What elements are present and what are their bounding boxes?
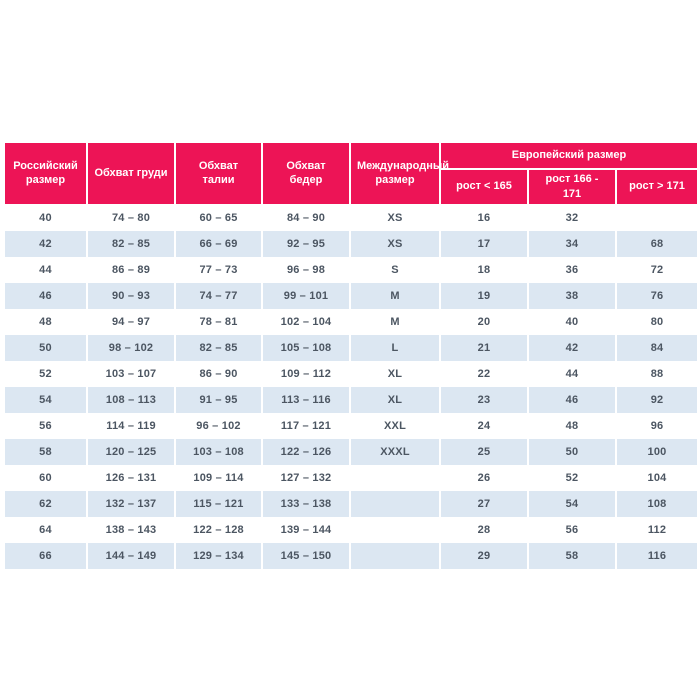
- table-cell: XXL: [350, 413, 440, 439]
- table-cell: 46: [4, 283, 87, 309]
- table-cell: 74 – 77: [175, 283, 262, 309]
- table-cell: 48: [4, 309, 87, 335]
- table-cell: 62: [4, 491, 87, 517]
- table-cell: 24: [440, 413, 528, 439]
- table-cell: 112: [616, 517, 698, 543]
- table-cell: 84: [616, 335, 698, 361]
- table-cell: 92: [616, 387, 698, 413]
- table-cell: 86 – 89: [87, 257, 175, 283]
- table-cell: 82 – 85: [175, 335, 262, 361]
- header-waist: Обхват талии: [175, 142, 262, 205]
- table-cell: 145 – 150: [262, 543, 350, 569]
- table-row: [4, 543, 698, 569]
- header-height-166-171: рост 166 - 171: [528, 169, 616, 205]
- table-cell: 80: [616, 309, 698, 335]
- table-cell: 54: [528, 491, 616, 517]
- table-cell: 20: [440, 309, 528, 335]
- table-row: [4, 517, 698, 543]
- table-cell: 108: [616, 491, 698, 517]
- table-cell: 58: [4, 439, 87, 465]
- table-cell: 99 – 101: [262, 283, 350, 309]
- table-cell: 28: [440, 517, 528, 543]
- table-cell: 76: [616, 283, 698, 309]
- table-cell: S: [350, 257, 440, 283]
- table-cell: 46: [528, 387, 616, 413]
- header-chest: Обхват груди: [87, 142, 175, 205]
- table-cell: 139 – 144: [262, 517, 350, 543]
- header-height-lt-165: рост < 165: [440, 169, 528, 205]
- header-row-main: [4, 142, 698, 169]
- table-cell: 91 – 95: [175, 387, 262, 413]
- table-cell: 116: [616, 543, 698, 569]
- header-height-gt-171: рост > 171: [616, 169, 698, 205]
- size-table: [3, 141, 699, 569]
- table-cell: 56: [528, 517, 616, 543]
- table-cell: 66 – 69: [175, 231, 262, 257]
- table-cell: 120 – 125: [87, 439, 175, 465]
- table-cell: 40: [528, 309, 616, 335]
- table-cell: 23: [440, 387, 528, 413]
- table-cell: 92 – 95: [262, 231, 350, 257]
- table-cell: 21: [440, 335, 528, 361]
- table-cell: [350, 491, 440, 517]
- table-cell: 96 – 102: [175, 413, 262, 439]
- table-cell: 36: [528, 257, 616, 283]
- table-cell: 38: [528, 283, 616, 309]
- table-cell: L: [350, 335, 440, 361]
- table-cell: 56: [4, 413, 87, 439]
- table-cell: 16: [440, 205, 528, 231]
- table-cell: 44: [4, 257, 87, 283]
- table-cell: 104: [616, 465, 698, 491]
- table-row: [4, 283, 698, 309]
- table-cell: [350, 543, 440, 569]
- table-cell: 50: [528, 439, 616, 465]
- table-cell: 127 – 132: [262, 465, 350, 491]
- table-cell: 77 – 73: [175, 257, 262, 283]
- table-cell: 133 – 138: [262, 491, 350, 517]
- table-cell: 52: [4, 361, 87, 387]
- table-cell: 48: [528, 413, 616, 439]
- header-russian-size: Российский размер: [4, 142, 87, 205]
- table-cell: 109 – 114: [175, 465, 262, 491]
- table-cell: 68: [616, 231, 698, 257]
- header-hips: Обхват бедер: [262, 142, 350, 205]
- table-cell: 19: [440, 283, 528, 309]
- table-cell: 94 – 97: [87, 309, 175, 335]
- table-cell: 103 – 108: [175, 439, 262, 465]
- table-cell: 113 – 116: [262, 387, 350, 413]
- table-cell: M: [350, 283, 440, 309]
- table-cell: 82 – 85: [87, 231, 175, 257]
- table-cell: 86 – 90: [175, 361, 262, 387]
- header-european-size: Европейский размер: [440, 142, 698, 169]
- table-cell: 42: [528, 335, 616, 361]
- table-cell: 17: [440, 231, 528, 257]
- table-cell: [350, 517, 440, 543]
- table-cell: 115 – 121: [175, 491, 262, 517]
- table-row: [4, 309, 698, 335]
- table-cell: 26: [440, 465, 528, 491]
- table-cell: 32: [528, 205, 616, 231]
- table-cell: 50: [4, 335, 87, 361]
- table-cell: [616, 205, 698, 231]
- table-cell: 88: [616, 361, 698, 387]
- table-cell: XL: [350, 387, 440, 413]
- table-row: [4, 205, 698, 231]
- table-cell: 84 – 90: [262, 205, 350, 231]
- table-cell: 98 – 102: [87, 335, 175, 361]
- table-cell: 129 – 134: [175, 543, 262, 569]
- table-row: [4, 387, 698, 413]
- table-cell: 122 – 126: [262, 439, 350, 465]
- table-cell: 64: [4, 517, 87, 543]
- table-cell: 18: [440, 257, 528, 283]
- size-table-header: [4, 142, 698, 205]
- table-cell: 54: [4, 387, 87, 413]
- table-cell: 117 – 121: [262, 413, 350, 439]
- table-cell: XXXL: [350, 439, 440, 465]
- table-cell: 29: [440, 543, 528, 569]
- table-row: [4, 439, 698, 465]
- table-cell: 96 – 98: [262, 257, 350, 283]
- table-cell: 22: [440, 361, 528, 387]
- table-cell: XS: [350, 205, 440, 231]
- table-cell: 66: [4, 543, 87, 569]
- table-cell: M: [350, 309, 440, 335]
- table-cell: 40: [4, 205, 87, 231]
- table-cell: 90 – 93: [87, 283, 175, 309]
- table-row: [4, 413, 698, 439]
- table-cell: 109 – 112: [262, 361, 350, 387]
- table-cell: 102 – 104: [262, 309, 350, 335]
- table-cell: 138 – 143: [87, 517, 175, 543]
- table-cell: 60 – 65: [175, 205, 262, 231]
- table-row: [4, 257, 698, 283]
- table-cell: 126 – 131: [87, 465, 175, 491]
- table-cell: 96: [616, 413, 698, 439]
- table-cell: 52: [528, 465, 616, 491]
- table-cell: 100: [616, 439, 698, 465]
- table-cell: 25: [440, 439, 528, 465]
- table-row: [4, 361, 698, 387]
- table-cell: 72: [616, 257, 698, 283]
- table-cell: 60: [4, 465, 87, 491]
- table-row: [4, 335, 698, 361]
- table-cell: 144 – 149: [87, 543, 175, 569]
- table-cell: 58: [528, 543, 616, 569]
- table-row: [4, 465, 698, 491]
- table-cell: XS: [350, 231, 440, 257]
- table-cell: 34: [528, 231, 616, 257]
- header-international-size: Международный размер: [350, 142, 440, 205]
- table-cell: 132 – 137: [87, 491, 175, 517]
- table-row: [4, 491, 698, 517]
- table-cell: 74 – 80: [87, 205, 175, 231]
- table-cell: 105 – 108: [262, 335, 350, 361]
- table-cell: [350, 465, 440, 491]
- table-cell: 78 – 81: [175, 309, 262, 335]
- table-row: [4, 231, 698, 257]
- table-cell: 42: [4, 231, 87, 257]
- table-cell: 108 – 113: [87, 387, 175, 413]
- table-cell: 44: [528, 361, 616, 387]
- table-cell: 27: [440, 491, 528, 517]
- table-cell: 103 – 107: [87, 361, 175, 387]
- table-cell: XL: [350, 361, 440, 387]
- table-cell: 114 – 119: [87, 413, 175, 439]
- size-table-body: [4, 205, 698, 569]
- table-cell: 122 – 128: [175, 517, 262, 543]
